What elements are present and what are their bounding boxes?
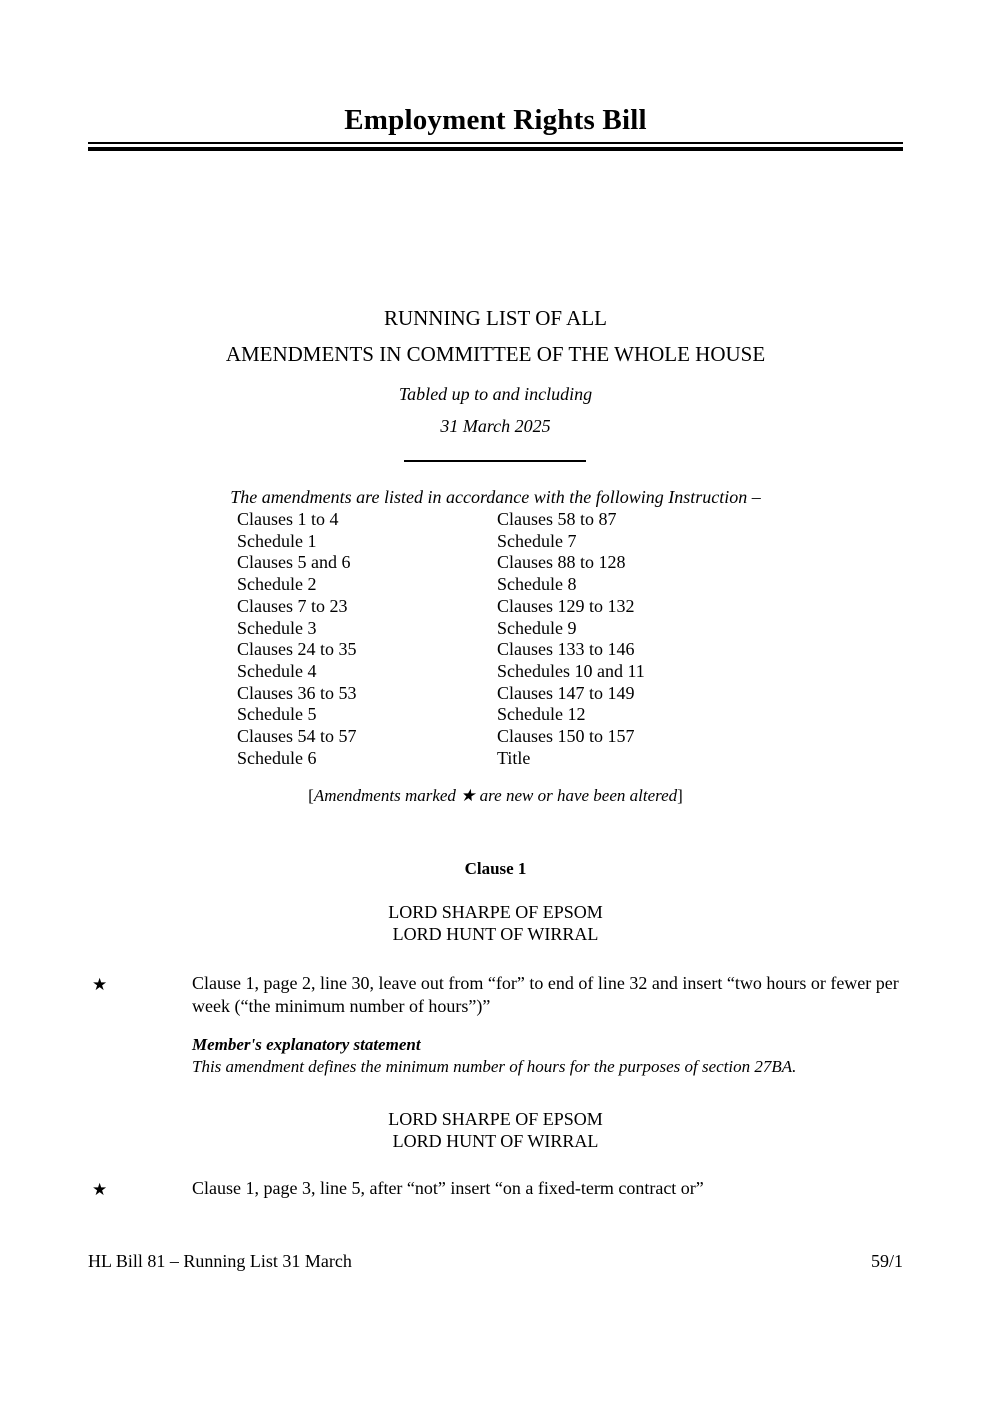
- table-row: [237, 574, 757, 596]
- table-row: [237, 748, 757, 770]
- instruction-left-item: Clauses 1 to 4: [237, 509, 339, 529]
- amendment-2-text: Clause 1, page 3, line 5, after “not” insert “on a fixed-term contract or”: [192, 1178, 704, 1198]
- instruction-right-item: Schedule 9: [497, 617, 577, 638]
- instruction-clause-list-body: [237, 509, 757, 769]
- footer-bill-reference: HL Bill 81 – Running List 31 March: [88, 1251, 352, 1271]
- instruction-right-item: Schedule 12: [497, 704, 586, 725]
- explanatory-statement-title: Member's explanatory statement: [192, 1035, 421, 1054]
- table-row: [237, 726, 757, 748]
- instruction-right-item: Clauses 88 to 128: [497, 552, 626, 573]
- amendment-2-member-2: LORD HUNT OF WIRRAL: [392, 1131, 599, 1151]
- amendment-2-members: [0, 1108, 991, 1152]
- table-row: [237, 683, 757, 705]
- table-row: [237, 552, 757, 574]
- page-title: Employment Rights Bill: [344, 104, 647, 136]
- amendment-1: [92, 972, 912, 1018]
- instruction-right-item: Clauses 150 to 157: [497, 726, 635, 747]
- instruction-right-item: Schedule 7: [497, 530, 577, 551]
- instruction-left-item: Clauses 36 to 53: [237, 682, 357, 703]
- clause-heading: Clause 1: [464, 859, 527, 878]
- star-legend-open-bracket: [: [308, 786, 314, 805]
- amendment-1-member-1: LORD SHARPE OF EPSOM: [388, 902, 603, 922]
- section-divider-rule: [404, 460, 586, 462]
- instruction-left-item: Schedule 5: [237, 704, 317, 725]
- table-row: [237, 661, 757, 683]
- table-row: [237, 639, 757, 661]
- table-row: [237, 509, 757, 531]
- running-list-heading-line-2: AMENDMENTS IN COMMITTEE OF THE WHOLE HOUSE: [225, 342, 766, 366]
- instruction-right-item: Title: [497, 747, 531, 768]
- instruction-left-item: Clauses 5 and 6: [237, 552, 351, 573]
- instruction-left-item: Clauses 24 to 35: [237, 639, 357, 660]
- title-divider-thick-rule: [88, 147, 903, 151]
- amendment-2: [92, 1177, 912, 1200]
- instruction-right-item: Clauses 147 to 149: [497, 682, 635, 703]
- instruction-left-item: Schedule 6: [237, 747, 317, 768]
- explanatory-statement-body: This amendment defines the minimum number of hours for the purposes of section 27BA.: [192, 1057, 797, 1076]
- star-icon: ★: [92, 975, 108, 994]
- star-legend-text: Amendments marked ★ are new or have been altered: [313, 786, 678, 805]
- star-legend: [0, 786, 991, 806]
- title-divider: [88, 142, 903, 151]
- amendment-1-members: [0, 901, 991, 945]
- instruction-right-item: Clauses 133 to 146: [497, 639, 635, 660]
- amendment-1-explanatory-statement: [192, 1034, 912, 1078]
- amendment-1-text: Clause 1, page 2, line 30, leave out from “for” to end of line 32 and insert “two hours or fewer per week (“the minimum number of hours”)”: [192, 973, 899, 1016]
- table-row: [237, 596, 757, 618]
- instruction-left-item: Schedule 3: [237, 617, 317, 638]
- instruction-note: The amendments are listed in accordance with the following Instruction –: [230, 487, 761, 507]
- tabled-date: 31 March 2025: [440, 416, 551, 436]
- instruction-right-item: Clauses 58 to 87: [497, 509, 617, 529]
- instruction-right-item: Schedules 10 and 11: [497, 660, 645, 681]
- star-legend-close-bracket: ]: [677, 786, 683, 805]
- instruction-left-item: Schedule 2: [237, 574, 317, 595]
- amendment-1-member-2: LORD HUNT OF WIRRAL: [392, 924, 599, 944]
- instruction-clause-list: [237, 509, 757, 769]
- tabled-label: Tabled up to and including: [398, 384, 593, 404]
- table-row: [237, 531, 757, 553]
- instruction-right-item: Schedule 8: [497, 574, 577, 595]
- instruction-left-item: Clauses 7 to 23: [237, 595, 348, 616]
- table-row: [237, 704, 757, 726]
- running-list-heading-line-1: RUNNING LIST OF ALL: [383, 306, 608, 330]
- star-icon: ★: [92, 1180, 108, 1199]
- amendment-2-member-1: LORD SHARPE OF EPSOM: [388, 1109, 603, 1129]
- instruction-left-item: Clauses 54 to 57: [237, 726, 357, 747]
- instruction-left-item: Schedule 1: [237, 530, 317, 551]
- page-footer: [88, 1251, 903, 1272]
- instruction-left-item: Schedule 4: [237, 660, 317, 681]
- footer-page-number: 59/1: [870, 1251, 903, 1271]
- table-row: [237, 618, 757, 640]
- instruction-right-item: Clauses 129 to 132: [497, 595, 635, 616]
